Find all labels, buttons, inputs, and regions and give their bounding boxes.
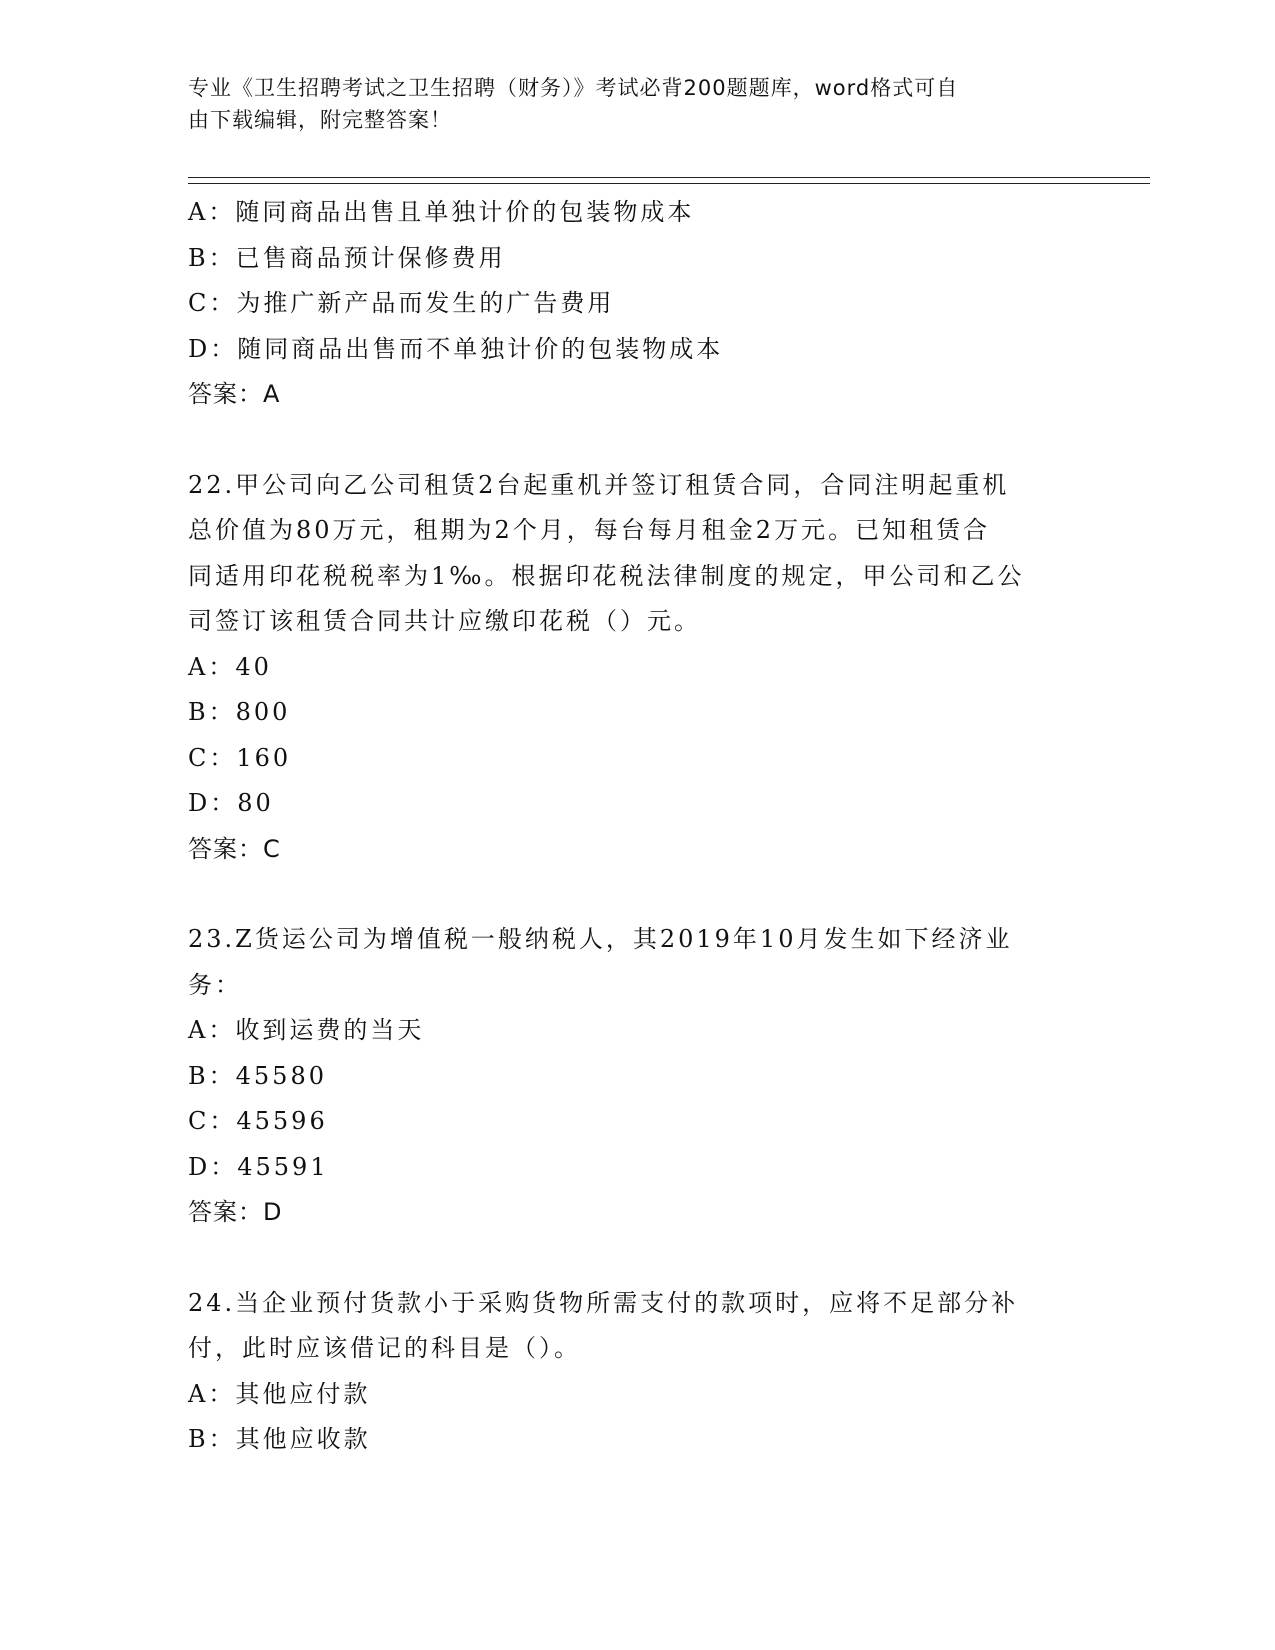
option-a: A：40 xyxy=(188,652,272,681)
header-line-2: 由下载编辑，附完整答案！ xyxy=(188,108,452,132)
question-stem-line: 总价值为80万元，租期为2个月，每台每月租金2万元。已知租赁合 xyxy=(188,516,991,544)
option-a: A：其他应付款 xyxy=(188,1379,371,1408)
question-23 xyxy=(188,917,1088,1236)
option-d: D：随同商品出售而不单独计价的包装物成本 xyxy=(188,334,724,363)
option-d: D：80 xyxy=(188,789,274,817)
question-gap xyxy=(188,418,1088,463)
question-stem-line: 23.Z货运公司为增值税一般纳税人，其2019年10月发生如下经济业 xyxy=(188,925,1013,953)
question-stem-line: 司签订该租赁合同共计应缴印花税（）元。 xyxy=(188,607,701,635)
option-d: D：45591 xyxy=(188,1152,329,1181)
question-22 xyxy=(188,463,1088,873)
document-header xyxy=(188,72,1068,136)
option-b: B：800 xyxy=(188,698,291,726)
question-gap xyxy=(188,872,1088,917)
option-a: A：随同商品出售且单独计价的包装物成本 xyxy=(188,198,695,226)
option-c: C：45596 xyxy=(188,1107,328,1135)
question-gap xyxy=(188,1236,1088,1281)
option-b: B：其他应收款 xyxy=(188,1425,371,1453)
answer-line: 答案：A xyxy=(188,380,281,408)
question-stem-line: 22.甲公司向乙公司租赁2台起重机并签订租赁合同，合同注明起重机 xyxy=(188,470,1010,499)
option-b: B：45580 xyxy=(188,1061,327,1090)
question-24 xyxy=(188,1281,1088,1463)
question-21 xyxy=(188,190,1088,418)
header-divider-bottom xyxy=(188,183,1150,184)
question-stem-line: 24.当企业预付货款小于采购货物所需支付的款项时，应将不足部分补 xyxy=(188,1288,1019,1317)
answer-line: 答案：D xyxy=(188,1198,283,1226)
question-stem-line: 务： xyxy=(188,970,242,999)
header-line-1: 专业《卫生招聘考试之卫生招聘（财务）》考试必背200题题库，word格式可自 xyxy=(188,76,959,100)
header-divider-top xyxy=(188,177,1150,178)
option-c: C：为推广新产品而发生的广告费用 xyxy=(188,289,615,317)
option-b: B：已售商品预计保修费用 xyxy=(188,243,506,272)
question-stem-line: 同适用印花税税率为1‰。根据印花税法律制度的规定，甲公司和乙公 xyxy=(188,561,1025,590)
option-c: C：160 xyxy=(188,743,292,772)
question-list xyxy=(188,190,1088,1463)
answer-line: 答案：C xyxy=(188,834,281,863)
question-stem-line: 付，此时应该借记的科目是（）。 xyxy=(188,1334,581,1362)
option-a: A：收到运费的当天 xyxy=(188,1016,425,1044)
